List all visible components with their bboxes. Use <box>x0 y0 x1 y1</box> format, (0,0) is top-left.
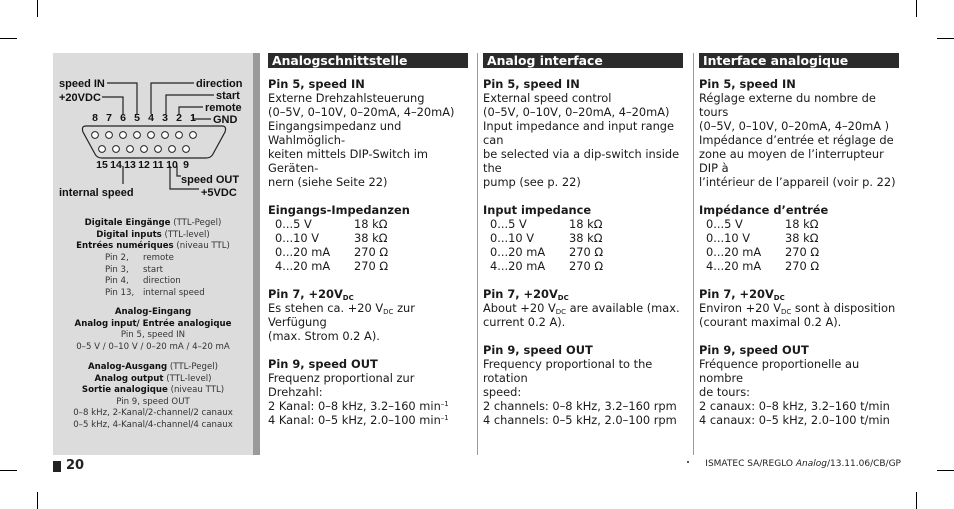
pin-hole <box>162 132 169 139</box>
pin-number-3: 3 <box>162 112 168 124</box>
page-marker-square <box>53 461 61 472</box>
section-header: Interface analogique <box>699 53 899 68</box>
crop-mark <box>937 470 954 471</box>
label-direction: direction <box>196 78 243 90</box>
label-internal-speed: internal speed <box>59 187 134 199</box>
pin-hole <box>155 146 162 153</box>
pin-number-7: 7 <box>106 112 112 124</box>
pin-number-12: 12 <box>138 159 150 171</box>
pin-number-2: 2 <box>176 112 182 124</box>
pin-number-8: 8 <box>92 112 98 124</box>
pin-number-10: 10 <box>166 159 178 171</box>
pin-number-11: 11 <box>152 159 164 171</box>
connector-shell <box>82 126 225 158</box>
label-5vdc: +5VDC <box>201 187 237 199</box>
pin-number-14: 14 <box>110 159 122 171</box>
label-speed-in: speed IN <box>59 78 105 90</box>
pin-hole <box>106 132 113 139</box>
pin-number-15: 15 <box>96 159 108 171</box>
crop-mark <box>916 0 917 17</box>
list-item: Pin 13, internal speed <box>105 287 205 298</box>
label-gnd: GND <box>213 114 238 126</box>
column-separator <box>693 53 694 455</box>
footer-reference: ISMATEC SA/REGLO Analog/13.11.06/CB/GP <box>705 459 901 469</box>
crop-mark <box>0 470 17 471</box>
pin-hole <box>141 146 148 153</box>
crop-mark <box>916 492 917 509</box>
crop-mark <box>937 38 954 39</box>
legend-analog-in: Analog-Eingang Analog input/ Entrée analogique Pin 5, speed IN 0–5 V / 0–10 V / 0–20 mA / 4–20 mA <box>74 307 232 352</box>
list-item: Pin 2, remote <box>105 253 174 263</box>
sub-d-connector-diagram <box>55 70 251 205</box>
column-french: Interface analogique Pin 5, speed IN Réglage externe du nombre de tours (0–5V, 0–10V, 0–20mA, 4–20mA ) Impédance d’entrée et réglage de zone au moyen de l’interrupteur DIP à l’intérieur de l’appareil (voir p. 22) Impédance d’entrée 0...5 V 18 kΩ 0...10 V 38 kΩ 0...20 mA 270 Ω 4...20 mA 270 Ω Pin 7, $+20V_{DC}$ Environ +20 $V_{DC}$ sont à disposition (courant maximal 0.2 A). Pin 9, speed OUT Fréquence proportionelle au nombre de tours: 2 canaux: 0–8 kHz, 3.2–160 t/min 4 canaux: 0–5 kHz, 2.0–100 t/min <box>699 53 899 427</box>
label-20vdc: +20VDC <box>59 92 101 104</box>
pin-hole <box>127 146 134 153</box>
label-speed-out: speed OUT <box>181 174 240 186</box>
pin-hole <box>99 146 106 153</box>
pin-number-9: 9 <box>183 159 189 171</box>
footer-dot <box>687 461 689 463</box>
legend-analog-out: Analog-Ausgang (TTL-Pegel) Analog output (TTL-level) Sortie analogique (niveau TTL) Pin 9, speed OUT 0–8 kHz, 2-Kanal/2-channel/2 canaux 0–5 kHz, 4-Kanal/4-channel/4 canaux <box>73 362 233 430</box>
column-english: Analog interface Pin 5, speed IN External speed control (0–5V, 0–10V, 0–20mA, 4–20mA) Input impedance and input range can be selected via a dip-switch inside the pump (see p. 22) Input impedance 0...5 V 18 kΩ 0...10 V 38 kΩ 0...20 mA 270 Ω 4...20 mA 270 Ω Pin 7, $+20V_{DC}$ About +20 $V_{DC}$ are available (max. current 0.2 A). Pin 9, speed OUT Frequency proportional to the rotation speed: 2 channels: 0–8 kHz, 3.2–160 rpm 4 channels: 0–5 kHz, 2.0–100 rpm <box>483 53 683 427</box>
pin-hole <box>134 132 141 139</box>
digital-pin-list <box>105 253 205 299</box>
column-separator <box>477 53 478 455</box>
pin-hole <box>190 132 197 139</box>
pin-number-5: 5 <box>134 112 140 124</box>
pin-number-4: 4 <box>148 112 154 124</box>
crop-mark <box>0 38 17 39</box>
legend-digital: Digitale Eingänge (TTL-Pegel) Digital inputs (TTL-level) Entrées numériques (niveau TTL) <box>76 218 230 251</box>
impedance-table: 0...5 V 18 kΩ 0...10 V 38 kΩ 0...20 mA 270 Ω 4...20 mA 270 Ω <box>275 217 389 273</box>
impedance-table: 0...5 V 18 kΩ 0...10 V 38 kΩ 0...20 mA 270 Ω 4...20 mA 270 Ω <box>490 217 604 273</box>
section-header: Analog interface <box>483 53 683 68</box>
pin-number-13: 13 <box>124 159 136 171</box>
panel-divider <box>253 53 260 455</box>
pin-hole <box>113 146 120 153</box>
pin-hole <box>148 132 155 139</box>
pin-hole <box>120 132 127 139</box>
pin-number-1: 1 <box>190 112 196 124</box>
list-item: Pin 3, start <box>105 264 164 275</box>
pin-hole <box>176 132 183 139</box>
crop-mark <box>37 0 38 17</box>
page-number: 20 <box>66 458 85 473</box>
pin-hole <box>183 146 190 153</box>
section-header: Analogschnittstelle <box>268 53 468 68</box>
label-remote: remote <box>205 102 242 114</box>
pin-hole <box>169 146 176 153</box>
label-start: start <box>216 90 240 102</box>
pin-hole <box>92 132 99 139</box>
list-item: Pin 4, direction <box>105 276 181 286</box>
impedance-table: 0...5 V 18 kΩ 0...10 V 38 kΩ 0...20 mA 270 Ω 4...20 mA 270 Ω <box>706 217 820 273</box>
crop-mark <box>37 492 38 509</box>
pin-number-6: 6 <box>120 112 126 124</box>
column-german: Analogschnittstelle Pin 5, speed IN Externe Drehzahlsteuerung (0–5V, 0–10V, 0–20mA, 4–20mA) Eingangsimpedanz und Wahlmöglich- keiten mittels DIP-Switch im Geräten- nern (siehe Seite 22) Eingangs-Impedanzen 0...5 V 18 kΩ 0...10 V 38 kΩ 0...20 mA 270 Ω 4...20 mA 270 Ω Pin 7, $+20V_{DC}$ Es stehen ca. +20 $V_{DC}$ zur Verfügung (max. Strom 0.2 A). Pin 9, speed OUT Frequenz proportional zur Drehzahl: 2 Kanal: 0–8 kHz, 3.2–160 $\min^{-1}$ 4 Kanal: 0–5 kHz, 2.0–100 $\min^{-1}$ <box>268 53 468 427</box>
